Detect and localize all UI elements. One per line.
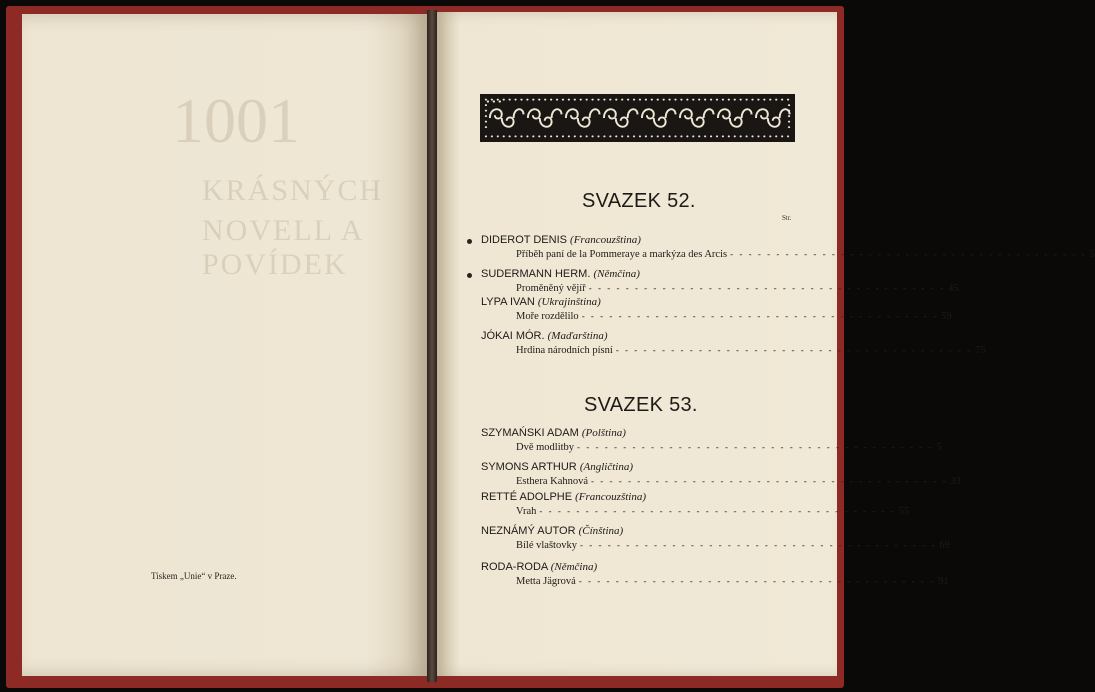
- entry-title: Moře rozdělilo: [516, 311, 579, 322]
- author-name: SZYMAŃSKI ADAM: [481, 427, 579, 439]
- author-language: (Němčina): [550, 561, 598, 573]
- author-language: (Francouzština): [570, 234, 641, 246]
- entry-author: [481, 491, 646, 503]
- entry-page-number: 5: [1089, 249, 1095, 260]
- entry-title: Příběh paní de la Pommeraye a markýza des Arcis: [516, 249, 728, 260]
- pencil-mark-dot-icon: [467, 239, 472, 244]
- author-name: RETTÉ ADOLPHE: [481, 491, 573, 503]
- decorative-ornament-band: [480, 94, 795, 142]
- entry-author: [481, 296, 601, 308]
- entry-title: Hrdina národních písní: [516, 345, 613, 356]
- author-name: RODA-RODA: [481, 561, 548, 573]
- dot-leader: - - - - - - - - - - - - - - - - - - - - - - - - - - - - - - - - - - - - - - -: [588, 283, 946, 293]
- entry-author: [481, 330, 607, 342]
- entry-title: Proměněný vějíř: [516, 283, 586, 294]
- dot-leader: - - - - - - - - - - - - - - - - - - - - - - - - - - - - - - - - - - - - - - -: [577, 442, 934, 452]
- printer-note: Tiskem „Unie“ v Praze.: [151, 571, 237, 581]
- entry-title-row: [516, 249, 1095, 260]
- author-name: JÓKAI MÓR.: [481, 330, 545, 342]
- entry-page-number: 45: [948, 283, 959, 294]
- author-name: DIDEROT DENIS: [481, 234, 567, 246]
- entry-title-row: [516, 311, 952, 322]
- author-language: (Francouzština): [575, 491, 647, 503]
- dot-leader: - - - - - - - - - - - - - - - - - - - - - - - - - - - - - - - - - - - - - - -: [591, 476, 948, 486]
- entry-title-row: [516, 345, 986, 356]
- entry-title: Metta Jägrová: [516, 576, 576, 587]
- entry-title: Bílé vlaštovky: [516, 540, 577, 551]
- dot-leader: - - - - - - - - - - - - - - - - - - - - - - - - - - - - - - - - - - - - - - -: [730, 249, 1087, 259]
- entry-page-number: 5: [936, 442, 942, 453]
- author-language: (Polština): [581, 427, 626, 439]
- entry-author: [481, 461, 633, 473]
- dot-leader: - - - - - - - - - - - - - - - - - - - - - - - - - - - - - - - - - - - - - - -: [581, 311, 939, 321]
- page-column-label: Str.: [782, 214, 792, 222]
- entry-page-number: 91: [938, 576, 949, 587]
- entry-page-number: 69: [939, 540, 950, 551]
- author-language: (Angličtina): [579, 461, 633, 473]
- dot-leader: - - - - - - - - - - - - - - - - - - - - - - - - - - - - - - - - - - - - - - -: [615, 345, 973, 355]
- left-page: [22, 14, 427, 676]
- dot-leader: - - - - - - - - - - - - - - - - - - - - - - - - - - - - - - - - - - - - - - -: [578, 576, 936, 586]
- author-language: (Ukrajinština): [537, 296, 601, 308]
- author-language: (Maďarština): [547, 330, 608, 342]
- entry-author: [481, 268, 640, 280]
- entry-title-row: [516, 442, 942, 453]
- entry-title: Vrah: [516, 506, 537, 517]
- author-name: SYMONS ARTHUR: [481, 461, 577, 473]
- entry-title-row: [516, 506, 910, 517]
- entry-title-row: [516, 576, 949, 587]
- author-language: (Čínština): [578, 525, 624, 537]
- scroll-ornament-icon: [482, 96, 793, 140]
- entry-page-number: 59: [941, 311, 952, 322]
- volume-heading: SVAZEK 52.: [582, 190, 696, 212]
- entry-author: [481, 234, 641, 246]
- entry-author: [481, 561, 597, 573]
- entry-title-row: [516, 283, 959, 294]
- author-name: SUDERMANN HERM.: [481, 268, 591, 280]
- volume-heading: SVAZEK 53.: [584, 394, 698, 416]
- entry-author: [481, 427, 626, 439]
- show-through-ghost-text: 1001 KRÁSNÝCH NOVELL A POVÍDEK: [172, 85, 384, 281]
- entry-author: [481, 525, 623, 537]
- entry-page-number: 55: [898, 506, 910, 517]
- entry-page-number: 33: [950, 476, 961, 487]
- entry-title-row: [516, 540, 950, 551]
- entry-page-number: 75: [975, 345, 986, 356]
- entry-title: Esthera Kahnová: [516, 476, 589, 487]
- author-name: NEZNÁMÝ AUTOR: [481, 525, 576, 537]
- entry-title: Dvě modlitby: [516, 442, 575, 453]
- dot-leader: - - - - - - - - - - - - - - - - - - - - - - - - - - - - - - - - - - - - - - -: [539, 506, 896, 516]
- author-name: LYPA IVAN: [481, 296, 535, 308]
- dot-leader: - - - - - - - - - - - - - - - - - - - - - - - - - - - - - - - - - - - - - - -: [579, 540, 937, 550]
- pencil-mark-dot-icon: [467, 273, 472, 278]
- author-language: (Němčina): [593, 268, 640, 280]
- book-gutter: [427, 10, 437, 682]
- entry-title-row: [516, 476, 961, 487]
